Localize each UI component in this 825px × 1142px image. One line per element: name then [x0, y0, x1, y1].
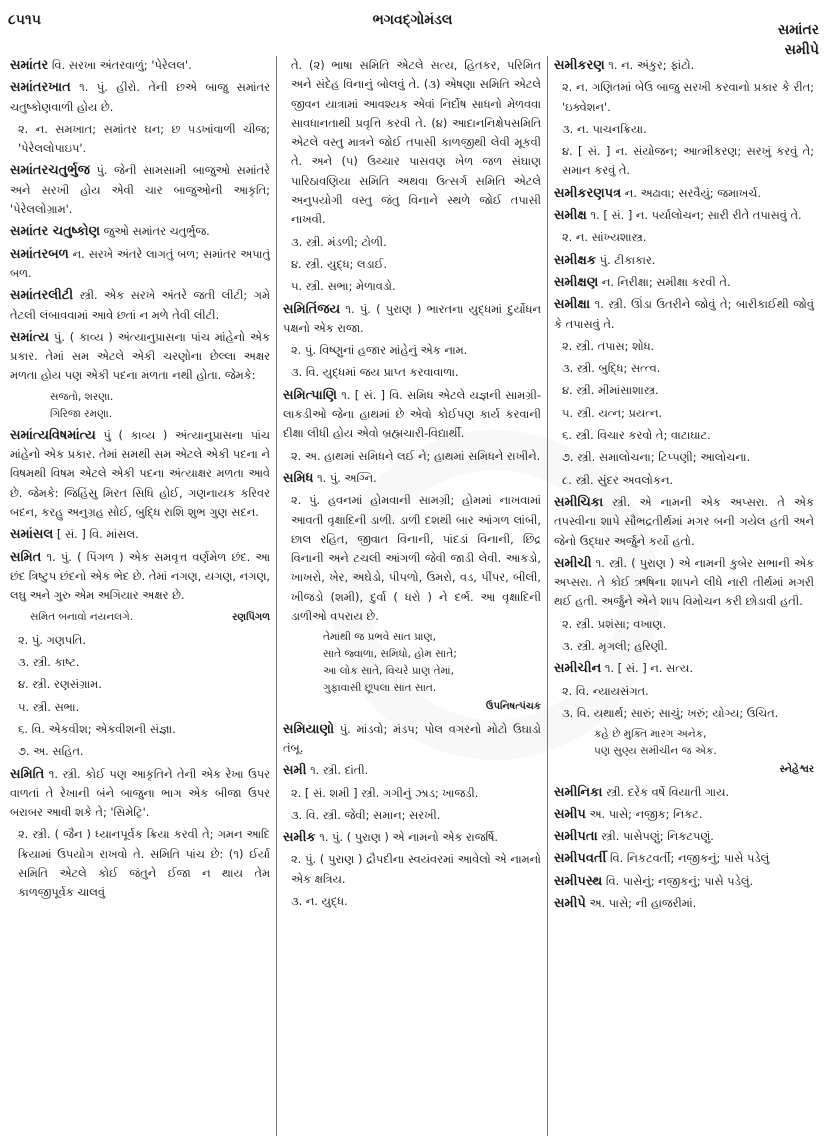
quotation-verse: [554, 726, 814, 779]
dictionary-entry: [554, 295, 814, 334]
quotation-verse: [283, 629, 541, 716]
dictionary-entry: [554, 206, 814, 225]
headword: સમીક્ષ: [554, 208, 587, 224]
entry-sense: [554, 448, 814, 467]
headword: સમીક્ષણ: [554, 274, 599, 290]
definition-text: ૩. વિ. સ્ત્રી. જેવી; સમાન; સરખી.: [291, 807, 441, 822]
dictionary-entry: [10, 161, 270, 219]
definition-text: ૨. સ્ત્રી. તપાસ; શોધ.: [562, 338, 655, 353]
entry-sense: [554, 142, 814, 181]
entry-sense: [554, 381, 814, 400]
definition-text: પું. ( કાવ્ય ) અંત્યાનુપ્રાસના પાંચ માંહેનો એક પ્રકાર. તેમાં સમ એટલે એકી ચરણોના છેલ્લા અક્ષર મળતા હોય પણ એકી પદના મળતા નથી હોતા. જેમકે:: [10, 329, 270, 383]
headword: સમાંસલ: [10, 527, 54, 543]
entry-sense: [283, 491, 541, 626]
headword: સમીકરણ: [554, 58, 605, 73]
definition-text: ૧. સ્ત્રી. કોઈ પણ આકૃતિને તેની એક રેખા ઉપર વાળતાં તે રેખાની બંને બાજુના ભાગ એક બીજા ઉપર બરાબર આવી શકે તે; 'સિમેટ્રિ'.: [10, 766, 270, 820]
dictionary-entry: [554, 783, 814, 802]
entry-sense: [10, 698, 270, 717]
definition-text: ૧. પું. હીરો. તેની છએ બાજુ સમાંતર ચતુષ્કોણવાળી હોય છે.: [10, 80, 270, 114]
dictionary-entry: [10, 525, 270, 544]
verse-line: સાતે જ્વાળા, સમિધો, હોમ સાતે;: [323, 648, 457, 661]
dictionary-entry: [554, 827, 814, 846]
dictionary-entry: [554, 493, 814, 551]
definition-text: ૪. સ્ત્રી. મીમાંસાશાસ્ત્ર.: [562, 383, 659, 398]
headword: સમીચીન: [554, 661, 602, 677]
entry-sense: [554, 471, 814, 490]
headword: સમીકરણપત્ર: [554, 185, 622, 201]
definition-text: પું. ટીકાકાર.: [599, 252, 656, 267]
entry-sense: [283, 255, 541, 274]
entry-sense: [283, 341, 541, 360]
headword: સમીપ: [554, 806, 586, 822]
definition-text: ૩. સ્ત્રી. બુદ્ધિ; સત્ત્વ.: [562, 361, 661, 376]
headword: સમિયાણો: [283, 721, 335, 737]
definition-text: ૩. વિ. યથાર્થ; સારું; સાચું; ખરું; યોગ્ય; ઉચિત.: [562, 705, 779, 720]
definition-text: ૨. ન. ગણિતમાં બેઉ બાજુ સરખી કરવાનો પ્રકાર કે રીત; 'ઇક્વેશન'.: [562, 80, 814, 114]
guide-word-last: સમીપે: [784, 42, 819, 58]
headword: સમીનિકા: [554, 784, 603, 800]
definition-text: પું. માંડવો; મંડપ; પોલ વગરનો મોટો ઉઘાડો તંબૂ.: [283, 721, 541, 755]
entry-sense: [554, 426, 814, 445]
column-left: [4, 56, 276, 1136]
definition-text: ૧. [ સં. ] વિ. સમિધ એટલે યજ્ઞની સામગ્રી-લાકડીઓ જેના હાથમાં છે એવો કોઈપણ કાર્ય કરવાની દીક્ષા લીધી હોય એવો બ્રહ્મચારી-વિદ્યાર્થી.: [283, 387, 541, 441]
definition-text: ન. સરખે અંતરે લાગતું બળ; સમાંતર અપાતું બળ.: [10, 246, 270, 280]
definition-text: ૬. વિ. એકવીશ; એકવીશની સંજ્ઞા.: [18, 721, 176, 736]
dictionary-entry: [10, 548, 270, 606]
verse-line: આ લોક સાતે, વિચરે પ્રાણ તેમાં,: [323, 665, 454, 678]
definition-text: ૨. અ. હાથમાં સમિધને લઈ ને; હાથમાં સમિધને રાખીને.: [291, 448, 541, 463]
entry-sense: [554, 704, 814, 723]
headword: સમિતિ: [10, 766, 45, 782]
definition-text: ૫. સ્ત્રી. સભા.: [18, 699, 80, 714]
definition-text: ૨. પું. વિષ્ણુનાં હજાર માંહેનું એક નામ.: [291, 343, 468, 358]
quotation-source: સ્નેહેશ્વર: [779, 764, 814, 776]
definition-text: ૩. સ્ત્રી. કાષ્ટ.: [18, 655, 80, 670]
column-middle: [276, 56, 548, 1136]
dictionary-columns: [4, 56, 821, 1136]
definition-text: ૨. ન. સાંખ્યશાસ્ત્ર.: [562, 230, 647, 245]
headword: સમાંત્યવિષમાંત્ય: [10, 427, 96, 443]
definition-text: સ્ત્રી. એ નામની એક અપ્સરા. તે એક તપસ્વીના શાપે સૌભદ્રતીર્થમાં મગર બની ગયેલ હતી અને જેનો ઉદ્ધાર અર્જુને કર્યો હતો.: [554, 494, 814, 548]
guide-words: [778, 20, 819, 60]
dictionary-entry: [283, 761, 541, 780]
entry-sense: [283, 56, 541, 230]
column-right: [548, 56, 820, 1136]
definition-text: ૨. સ્ત્રી. ( જૈન ) ધ્યાનપૂર્વક ક્રિયા કરવી તે; ગમન આદિ ક્રિયામાં ઉપયોગ રાખવો તે. સમિતિ પાંચ છે: (૧) ઈર્યા સમિતિ એટલે કોઈ જંતુને ઈજા ન થાય તેમ કાળજીપૂર્વક ચાલવું: [18, 827, 270, 900]
definition-text: ૫. સ્ત્રી. સભા; મેળાવડો.: [291, 279, 396, 294]
dictionary-entry: [283, 720, 541, 759]
running-title: ભગવદ્ગોમંડલ: [372, 12, 453, 28]
dictionary-entry: [554, 872, 814, 891]
definition-text: ૭. સ્ત્રી. સમાલોચના; ટિપ્પણી; આલોચના.: [562, 450, 751, 465]
headword: સમાંતર: [10, 58, 49, 73]
headword: સમીપતા: [554, 829, 598, 845]
definition-text: સ્ત્રી. એક સરખે અંતરે જતી લીટી; ગમે તેટલી લંબાવવામાં આવે છતાં ન મળે તેવી લીટી.: [10, 288, 271, 322]
definition-text: ૩. સ્ત્રી. મંડળી; ટોળી.: [291, 234, 387, 249]
headword: સમિત: [10, 549, 42, 565]
verse-line: કહે છે મુક્તિ મારગ અનેક,: [594, 728, 707, 741]
definition-text: ૧. [ સં. ] ન. પર્યાલોચન; સારી રીતે તપાસવું તે.: [590, 208, 802, 223]
dictionary-entry: [283, 469, 541, 488]
definition-text: અ. પાસે; ની હાજરીમાં.: [589, 895, 697, 910]
headword: સમીપવર્તી: [554, 851, 607, 867]
headword: સમાંતરલીટી: [10, 288, 74, 304]
definition-text: ૧. [ સં. ] ન. સત્ય.: [604, 661, 693, 676]
entry-sense: [283, 447, 541, 466]
page-header: [0, 0, 825, 58]
entry-sense: [554, 120, 814, 139]
dictionary-entry: [554, 554, 814, 612]
dictionary-entry: [554, 273, 814, 292]
entry-sense: [554, 228, 814, 247]
quotation-source: ઉપનિષત્પંચક: [485, 701, 541, 713]
definition-text: વિ. સરખા અંતરવાળું; 'પેરેલલ'.: [51, 58, 192, 72]
headword: સમીક્ષા: [554, 297, 591, 313]
entry-sense: [10, 675, 270, 694]
headword: સમિતિંજય: [283, 301, 341, 317]
definition-text: ૧. પું. ( પુરાણ ) એ નામનો એક રાજર્ષિ.: [319, 830, 499, 845]
dictionary-entry: [283, 828, 541, 847]
dictionary-entry: [554, 56, 814, 75]
dictionary-entry: [10, 222, 270, 241]
definition-text: ૮. સ્ત્રી. સુંદર અવલોકન.: [562, 472, 674, 487]
definition-text: ૩. ન. પાચનક્રિયા.: [562, 121, 647, 136]
quotation: [10, 608, 270, 627]
dictionary-entry: [10, 328, 270, 386]
definition-text: તે. (૨) ભાષા સમિતિ એટલે સત્ય, હિતકર, પરિમિત અને સંદેહ વિનાનું બોલવું તે. (૩) એષણા સમિતિ એટલે જીવન યાત્રામાં આવશ્યક એવાં નિર્દોષ સાધનો મેળવવા સાવધાનતાથી પ્રવૃત્તિ કરવી તે. (૪) આદાનનિક્ષેપસમિતિ એટલે વસ્તુ માત્રને જોઈ તપાસી કાળજીથી લેવી મૂકવી તે. અને (૫) ઉચ્ચાર પાસવણ ખેળ જળ સંઘાણ પારિઠાવણિયા સમિતિ અથવા ઉત્સર્ગ સમિતિ એટલે અનુપયોગી વસ્તુ જંતુ વિનાને સ્થળે જોઈ તપાસી નાખવી.: [291, 58, 541, 227]
entry-sense: [554, 78, 814, 117]
headword: સમિત્પાણિ: [283, 387, 337, 403]
headword: સમાંતરચતુર્ભુજ: [10, 163, 90, 179]
dictionary-entry: [283, 386, 541, 444]
definition-text: ન. અઢાવા; સરવૈયું; જમાખર્ચ.: [624, 185, 761, 200]
headword: સમીચી: [554, 555, 592, 571]
definition-text: ૫. સ્ત્રી. યત્ન; પ્રયત્ન.: [562, 405, 663, 420]
entry-sense: [10, 825, 270, 902]
dictionary-entry: [10, 426, 270, 522]
dictionary-entry: [10, 56, 270, 75]
definition-text: ૨. [ સં. શમી ] સ્ત્રી. ગગીનું ઝાડ; ખાજડી.: [291, 785, 479, 800]
dictionary-entry: [554, 849, 814, 868]
definition-text: ૨. પું. હવનમાં હોમવાની સામગ્રી; હોમમાં નાખવામાં આવતી વૃક્ષાદિની ડાળી. ડાળી દશથી બાર આંગળ લાંબી, છાલ રહિત, જીવાત વિનાની, પાંદડાં વિનાની, છિદ્ર વિનાની અને ટચલી આંગળી જેવી જાડી લેવી. આકડો, ખાખરો, ખેર, અઘેડો, પીપળો, ઉમરો, વડ, પીંપર, બીલી, ખીજડો (શમી), દુર્વા ( ધરો ) ને દર્ભ. આ વૃક્ષાદિની ડાળીઓ વપરાય છે.: [291, 493, 541, 624]
quotation-source: રણપિંગળ: [232, 612, 270, 624]
entry-sense: [283, 363, 541, 382]
definition-text: [ સં. ] વિ. માંસલ.: [56, 527, 139, 542]
definition-text: ૧. પું. ( પિંગળ ) એક સમવૃત્ત વર્ણમેળ છંદ. આ છંદ ત્રિષ્ટુપ છંદનો એક ભેદ છે. તેમાં નગણ, યગણ, નગણ, લઘુ અને ગુરુ એમ અગિયાર અક્ષર છે.: [10, 549, 270, 603]
headword: સમિધ: [283, 470, 314, 486]
definition-text: ૨. પું. ( પુરાણ ) દ્રૌપદીના સ્વયંવરમાં આવેલો એ નામનો એક ક્ષત્રિય.: [291, 852, 541, 886]
dictionary-entry: [10, 78, 270, 117]
guide-word-first: સમાંતર: [777, 22, 819, 38]
headword: સમાંતર ચતુષ્કોણ: [10, 224, 100, 240]
verse-line: તેમાંથી જ પ્રભવે સાત પ્રાણ,: [323, 631, 436, 644]
definition-text: ૨. ન. સમખાત; સમાંતર ઘન; છ પડખાંવાળી ચીજ; 'પેરેલલોપાઇપ'.: [18, 121, 270, 156]
entry-sense: [10, 631, 270, 650]
definition-text: જુઓ સમાંતર ચતુર્ભુજ.: [103, 224, 210, 239]
entry-sense: [10, 720, 270, 739]
definition-text: ૧. સ્ત્રી. ઊંડા ઉતરીને જોવું તે; બારીકાઈથી જોવું કે તપાસવું તે.: [554, 297, 814, 331]
definition-text: ૧. સ્ત્રી. દાંતી.: [310, 763, 369, 778]
dictionary-entry: [10, 245, 270, 284]
entry-sense: [554, 404, 814, 423]
definition-text: ૩. સ્ત્રી. મૃગલી; હરિણી.: [562, 639, 668, 654]
dictionary-entry: [554, 805, 814, 824]
headword: સમીપે: [554, 895, 586, 911]
entry-sense: [283, 784, 541, 803]
dictionary-entry: [554, 251, 814, 270]
definition-text: ૪. [ સં. ] ન. સંયોજન; આત્મીકરણ; સરખું કરવું તે; સમાન કરવું તે.: [562, 144, 814, 178]
definition-text: ૩. ન. યુદ્ધ.: [291, 893, 348, 908]
entry-sense: [10, 653, 270, 672]
definition-text: ૧. પું. અગ્નિ.: [317, 470, 377, 485]
definition-text: સ્ત્રી. દરેક વર્ષે વિયાતી ગાય.: [606, 784, 730, 799]
headword: સમાંતરબળ: [10, 246, 69, 262]
dictionary-entry: [554, 184, 814, 203]
definition-text: અ. પાસે; નજીક; નિકટ.: [589, 806, 703, 821]
entry-sense: [10, 120, 270, 159]
entry-sense: [283, 233, 541, 252]
definition-text: ન. નિરીક્ષા; સમીક્ષા કરવી તે.: [601, 274, 731, 289]
headword: સમીચિકા: [554, 494, 604, 510]
definition-text: વિ. નિકટવર્તી; નજીકનું; પાસે પડેલું: [609, 851, 770, 866]
entry-sense: [283, 277, 541, 296]
dictionary-entry: [10, 765, 270, 823]
verse-line: સજતો, શરણા.: [50, 390, 114, 403]
headword: સમાંત્ય: [10, 329, 49, 345]
entry-sense: [283, 850, 541, 889]
definition-text: વિ. પાસેનું; નજીકનું; પાસે પડેલું.: [605, 873, 754, 888]
entry-sense: [554, 637, 814, 656]
headword: સમીપસ્થ: [554, 873, 603, 889]
entry-sense: [283, 806, 541, 825]
dictionary-entry: [283, 300, 541, 339]
entry-sense: [10, 742, 270, 761]
definition-text: ૧. પું. ( પુરાણ ) ભારતના યુદ્ધમાં દુર્યોધન પક્ષનો એક રાજા.: [283, 301, 541, 335]
definition-text: ૧. ન. અંકુર; ફાંટો.: [608, 58, 695, 72]
verse-line: ગુફાવાસી છૂપલા સાત સાત.: [323, 682, 437, 695]
dictionary-entry: [554, 894, 814, 913]
definition-text: ૪. સ્ત્રી. રણસંગ્રામ.: [18, 677, 102, 692]
headword: સમીક: [283, 830, 316, 846]
entry-sense: [283, 892, 541, 911]
definition-text: સ્ત્રી. પાસેપણું; નિકટપણું.: [601, 829, 714, 844]
definition-text: ૩. વિ. યુદ્ધમાં જય પ્રાપ્ત કરવાવાળા.: [291, 365, 459, 380]
headword: સમી: [283, 763, 307, 779]
definition-text: પું. જેની સામસામી બાજુઓ સમાંતરે અને સરખી હોય એવી ચાર બાજુઓની આકૃતિ; 'પેરેલલોગ્રામ'.: [10, 163, 271, 217]
entry-sense: [554, 359, 814, 378]
headword: સમાંતરખાત: [10, 80, 71, 96]
definition-text: ૨. વિ. ન્યાયસંગત.: [562, 683, 649, 698]
verse-line: પણ સુણ્ય સમીચીન જ એક.: [594, 745, 717, 758]
dictionary-entry: [10, 286, 270, 325]
verse-line: ગિરિજા રમણા.: [50, 407, 113, 420]
headword: સમીક્ષક: [554, 252, 597, 268]
entry-sense: [554, 682, 814, 701]
definition-text: ૨. પું. ગણપતિ.: [18, 632, 86, 647]
quotation-text: સમિત બનાવો નયનલગે.: [30, 611, 134, 624]
page-number: ૮૫૧૫: [8, 12, 41, 28]
entry-sense: [554, 615, 814, 634]
definition-text: ૧. સ્ત્રી. ( પુરાણ ) એ નામની કુબેર સભાની એક અપ્સરા. તે કોઈ ઋષિના શાપને લીધે નારી તીર્થમાં મગરી થઈ હતી. અર્જુને એને શાપ વિમોચન કરી છોડાવી હતી.: [554, 555, 814, 609]
dictionary-entry: [554, 659, 814, 678]
definition-text: ૪. સ્ત્રી. યુદ્ધ; લડાઈ.: [291, 256, 388, 271]
quotation-verse: [10, 389, 270, 423]
definition-text: ૭. અ. સહિત.: [18, 744, 84, 759]
definition-text: ૬. સ્ત્રી. વિચાર કરવો તે; વાટાઘાટ.: [562, 428, 711, 443]
definition-text: પું ( કાવ્ય ) અંત્યાનુપ્રાસના પાંચ માંહેનો એક પ્રકાર. તેમાં સમથી સમ એટલે એકી પદના ને વિષમથી વિષમ એટલે એકી પદના અંત્યાક્ષર મળતા આવે છે. જેમકે: જિહિંસુ મિરત સિધિ હોઈ, ગણનાયક કરિવર બદન, કરહુ અનુગ્રહ સોઈ, બુદ્ધિ રાશિ શુભ ગુણ સદન.: [10, 427, 270, 519]
entry-sense: [554, 337, 814, 356]
definition-text: ૨. સ્ત્રી. પ્રશંસા; વખાણ.: [562, 616, 667, 631]
